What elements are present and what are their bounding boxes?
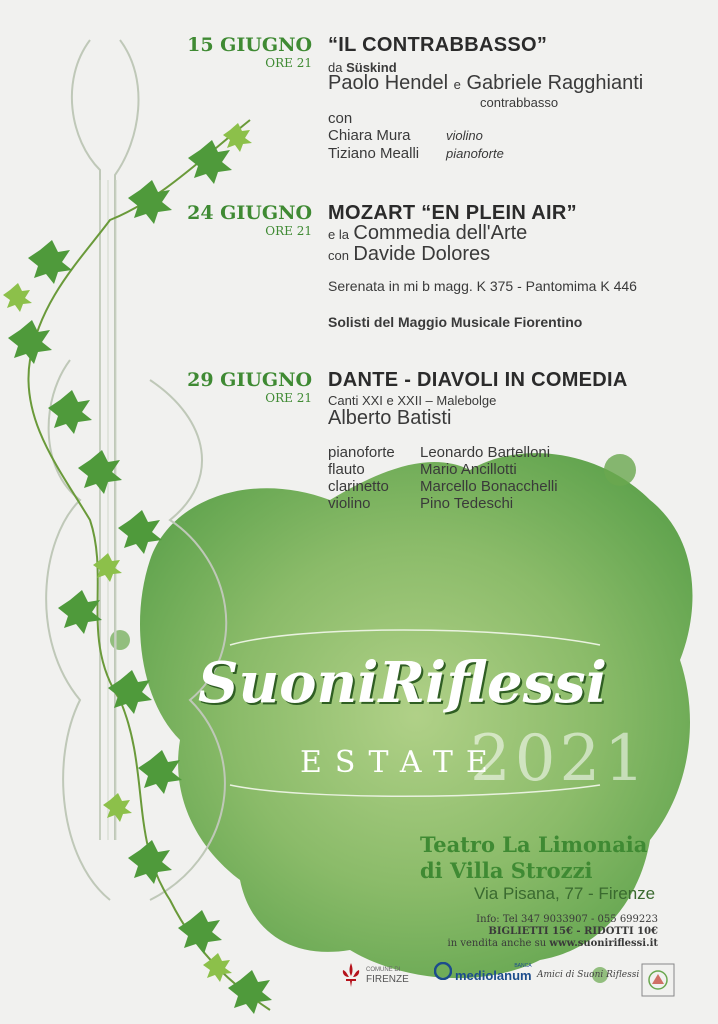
event2-date: 24 GIUGNO — [187, 202, 312, 224]
event1-musician-row — [328, 127, 504, 145]
info-sale — [448, 938, 659, 950]
musician-instrument: pianoforte — [328, 444, 395, 461]
venue-address: Via Pisana, 77 - Firenze — [474, 884, 656, 903]
musician-name: Marcello Bonacchelli — [420, 478, 558, 495]
event1-musician-row — [328, 145, 504, 163]
event3-musician-row — [328, 478, 558, 495]
info-sale-prefix: in vendita anche su — [447, 938, 547, 949]
event2-line2-main: Davide Dolores — [353, 243, 491, 265]
event1-performer2: Gabriele Ragghianti — [466, 72, 644, 94]
info-tickets: BIGLIETTI 15€ - RIDOTTI 10€ — [488, 926, 658, 937]
event1-title: “IL CONTRABBASSO” — [328, 34, 548, 56]
festival-year: 2021 — [470, 722, 649, 796]
event2-ensemble: Solisti del Maggio Musicale Fiorentino — [328, 314, 583, 330]
comune-name: FIRENZE — [366, 974, 409, 985]
event2-time: ORE 21 — [265, 224, 312, 238]
event3-musician-row — [328, 461, 558, 478]
venue-line2: di Villa Strozzi — [420, 858, 593, 883]
musician-instrument: violino — [328, 495, 371, 512]
musician-name: Tiziano Mealli — [328, 145, 420, 162]
info-phone: Info: Tel 347 9033907 - 055 699223 — [476, 914, 658, 925]
event2-line1-main: Commedia dell'Arte — [353, 222, 528, 244]
musician-instrument: violino — [446, 128, 483, 143]
event3-title: DANTE - DIAVOLI IN COMEDIA — [328, 369, 628, 391]
website-link[interactable]: www.suoniriflessi.it — [549, 938, 658, 949]
event1-musicians — [328, 127, 504, 163]
event1-performers — [328, 72, 643, 95]
event3-time: ORE 21 — [265, 391, 312, 405]
musician-instrument: clarinetto — [328, 478, 389, 495]
musician-name: Chiara Mura — [328, 127, 411, 144]
florence-lily-icon — [340, 962, 362, 988]
partner-logo-icon — [640, 962, 676, 998]
event1-time: ORE 21 — [265, 56, 312, 70]
event2-line1-prefix: e la — [328, 227, 349, 242]
event2-title: MOZART “EN PLEIN AIR” — [328, 202, 577, 224]
festival-logo: SuoniRiflessi — [198, 650, 607, 716]
musician-name: Mario Ancillotti — [420, 461, 517, 478]
event3-subtitle: Canti XXI e XXII – Malebolge — [328, 393, 497, 408]
info-block — [448, 914, 659, 950]
bank-name: mediolanum — [455, 968, 532, 983]
musician-name: Leonardo Bartelloni — [420, 444, 551, 461]
event1-source-prefix: da — [328, 60, 343, 75]
event2-line2-prefix: con — [328, 248, 349, 263]
event3-date: 29 GIUGNO — [187, 369, 312, 391]
event3-musician-row — [328, 444, 558, 461]
event2-line1 — [328, 222, 527, 245]
event3-author: Alberto Batisti — [328, 407, 452, 429]
sponsor-amici: Amici di Suoni Riflessi — [537, 970, 640, 980]
musician-instrument: pianoforte — [446, 146, 504, 161]
venue-line1: Teatro La Limonaia — [420, 832, 648, 857]
event3-musicians — [328, 444, 558, 512]
event1-performer1: Paolo Hendel — [328, 72, 449, 94]
sponsor-bank — [434, 962, 532, 983]
event1-date: 15 GIUGNO — [187, 34, 312, 56]
bank-small: BANCA — [514, 963, 532, 969]
event1-performer2-role: contrabbasso — [480, 95, 559, 110]
event1-source-author: Süskind — [346, 60, 397, 75]
event1-with: con — [328, 110, 353, 127]
event3-musician-row — [328, 495, 558, 512]
venue-name — [420, 832, 647, 884]
sponsor-comune — [340, 962, 409, 988]
mediolanum-logo-icon — [434, 962, 452, 980]
event1-conj: e — [453, 77, 461, 92]
event2-line2 — [328, 243, 490, 266]
musician-name: Pino Tedeschi — [420, 495, 514, 512]
event2-program: Serenata in mi b magg. K 375 - Pantomima K 446 — [328, 278, 637, 294]
musician-instrument: flauto — [328, 461, 365, 478]
comune-top: COMUNE DI — [366, 967, 401, 973]
festival-edition: ESTATE — [300, 745, 501, 780]
